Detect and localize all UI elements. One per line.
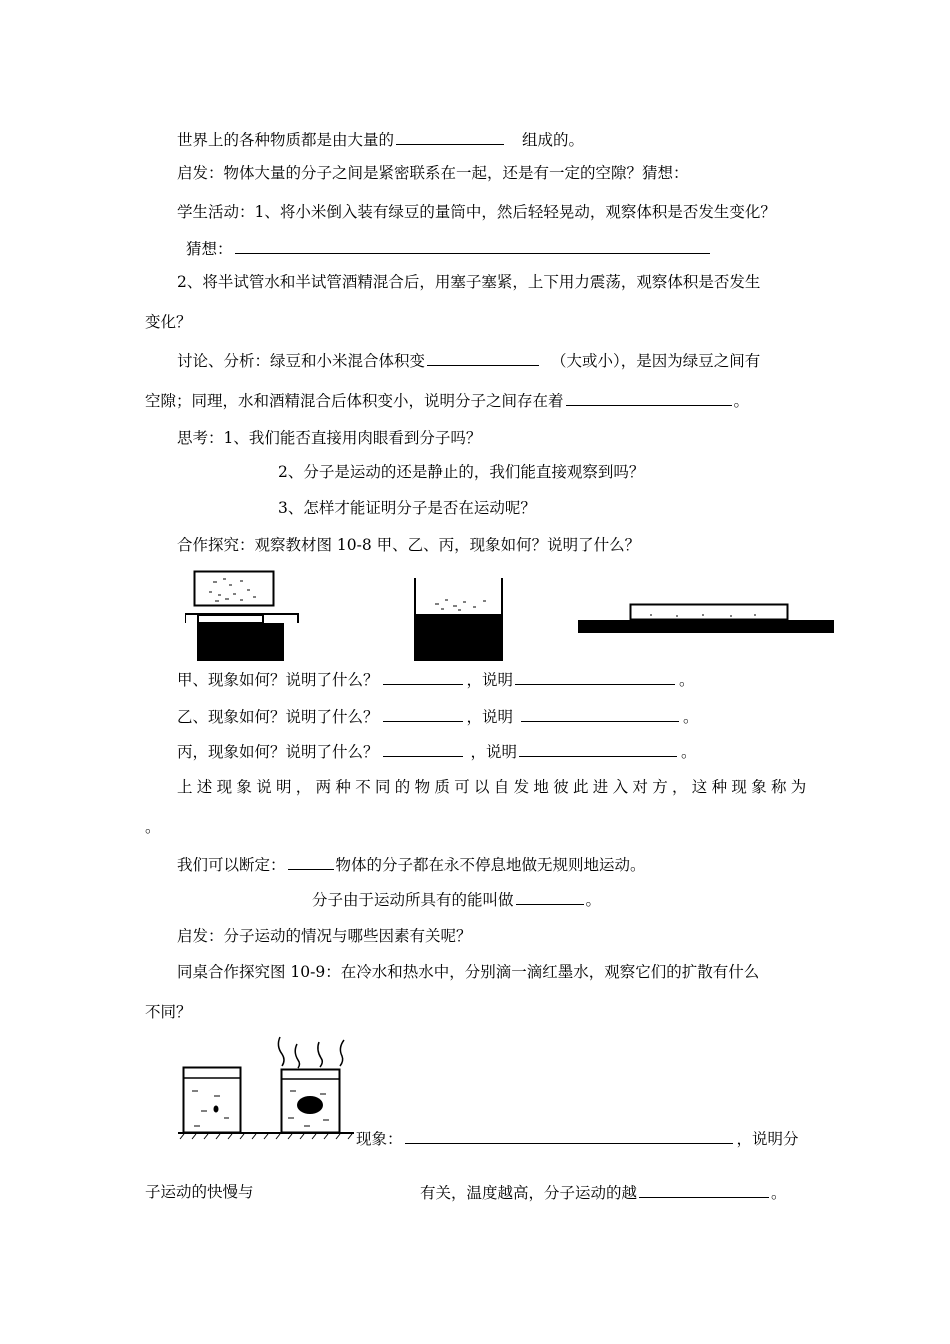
think-1: 思考：1、我们能否直接用肉眼看到分子吗？ <box>177 429 482 447</box>
think-3: 3、怎样才能证明分子是否在运动呢？ <box>278 499 536 517</box>
diffused-ink <box>297 1096 323 1114</box>
text: ，说明 <box>470 743 518 761</box>
text: ，说明 <box>466 708 514 726</box>
text: （大或小），是因为绿豆之间有 <box>551 352 761 370</box>
question-jia <box>177 669 695 690</box>
plate <box>631 605 788 620</box>
text: 。 <box>733 392 750 410</box>
desk-mate-inquiry-cont: 不同？ <box>145 1003 192 1021</box>
neck <box>198 615 263 623</box>
discussion-line-cont <box>145 390 749 411</box>
text: 。 <box>679 671 695 689</box>
answer-blank[interactable] <box>519 741 677 757</box>
answer-blank[interactable] <box>427 350 539 366</box>
particles <box>650 615 756 616</box>
text: 现象： <box>356 1130 403 1148</box>
text: 物体的分子都在永不停息地做无规则地运动。 <box>335 856 646 874</box>
answer-blank[interactable] <box>515 669 675 685</box>
think-2: 2、分子是运动的还是静止的，我们能直接观察到吗？ <box>278 463 645 481</box>
text: ，说明 <box>466 671 514 689</box>
answer-blank[interactable] <box>521 706 679 722</box>
student-activity-2-cont: 变化？ <box>145 313 192 331</box>
answer-blank[interactable] <box>383 741 463 757</box>
lower-jar <box>197 623 284 661</box>
text: 有关，温度越高，分子运动的越 <box>420 1184 638 1202</box>
liquid <box>415 614 502 660</box>
answer-blank[interactable] <box>288 854 334 870</box>
cooperative-inquiry: 合作探究：观察教材图 10-8 甲、乙、丙，现象如何？说明了什么？ <box>177 536 641 554</box>
ground-hatching <box>180 1134 352 1139</box>
answer-blank[interactable] <box>566 390 732 406</box>
diffusion-figure-yi <box>413 578 505 662</box>
text: 。 <box>585 891 602 909</box>
text: 。 <box>681 743 697 761</box>
text: 。 <box>771 1184 787 1202</box>
inverted-jar <box>195 572 274 606</box>
question-yi <box>177 706 699 727</box>
student-activity-1: 学生活动：1、将小米倒入装有绿豆的量筒中，然后轻轻晃动，观察体积是否发生变化？ <box>177 203 776 221</box>
answer-blank[interactable] <box>383 706 463 722</box>
speed-line-cont <box>420 1182 787 1203</box>
text: 讨论、分析：绿豆和小米混合体积变 <box>177 352 426 370</box>
answer-blank[interactable] <box>639 1182 769 1198</box>
answer-blank[interactable] <box>235 238 710 254</box>
desk-mate-inquiry: 同桌合作探究图 10-9：在冷水和热水中，分别滴一滴红墨水，观察它们的扩散有什么 <box>177 963 760 981</box>
text: 子运动的快慢与 <box>145 1183 254 1201</box>
inspiration-line: 启发：物体大量的分子之间是紧密联系在一起，还是有一定的空隙？猜想： <box>177 164 689 182</box>
text: 猜想： <box>186 240 233 258</box>
conclusion-line: 上述现象说明，两种不同的物质可以自发地彼此进入对方，这种现象称为 <box>177 778 811 796</box>
text: 分子由于运动所具有的能叫做 <box>312 891 514 909</box>
kinetic-energy-line <box>312 889 601 910</box>
answer-blank[interactable] <box>516 889 584 905</box>
fill-in-line-1 <box>177 129 584 150</box>
guess-line <box>186 238 710 259</box>
text: 空隙；同理，水和酒精混合后体积变小，说明分子之间存在着 <box>145 392 564 410</box>
speed-line <box>145 1182 254 1202</box>
ink-drop <box>214 1106 219 1113</box>
answer-blank[interactable] <box>396 129 504 145</box>
text: 组成的。 <box>522 131 585 149</box>
particles <box>435 600 486 610</box>
answer-blank[interactable] <box>383 669 463 685</box>
conclusion-line-end: 。 <box>145 818 161 836</box>
discussion-line <box>177 350 760 371</box>
steam-icon <box>278 1037 344 1068</box>
text: 我们可以断定： <box>177 856 286 874</box>
base-block <box>578 620 834 633</box>
diffusion-figure-jia <box>185 570 300 662</box>
text: 。 <box>683 708 699 726</box>
gas-particles <box>209 579 256 601</box>
conclusion-statement <box>177 854 646 875</box>
text: 丙，现象如何？说明了什么？ <box>177 743 379 761</box>
text: 乙、现象如何？说明了什么？ <box>177 708 379 726</box>
text: 甲、现象如何？说明了什么？ <box>177 671 379 689</box>
answer-blank[interactable] <box>405 1128 733 1144</box>
inspiration-line-2: 启发：分子运动的情况与哪些因素有关呢？ <box>177 927 472 945</box>
question-bing <box>177 741 697 762</box>
text: 世界上的各种物质都是由大量的 <box>177 131 395 149</box>
phenomenon-line <box>356 1128 799 1149</box>
text: ，说明分 <box>736 1130 799 1148</box>
diffusion-figure-bing <box>578 603 835 635</box>
student-activity-2: 2、将半试管水和半试管酒精混合后，用塞子塞紧，上下用力震荡，观察体积是否发生 <box>177 273 761 291</box>
cold-hot-water-figure <box>176 1034 356 1146</box>
